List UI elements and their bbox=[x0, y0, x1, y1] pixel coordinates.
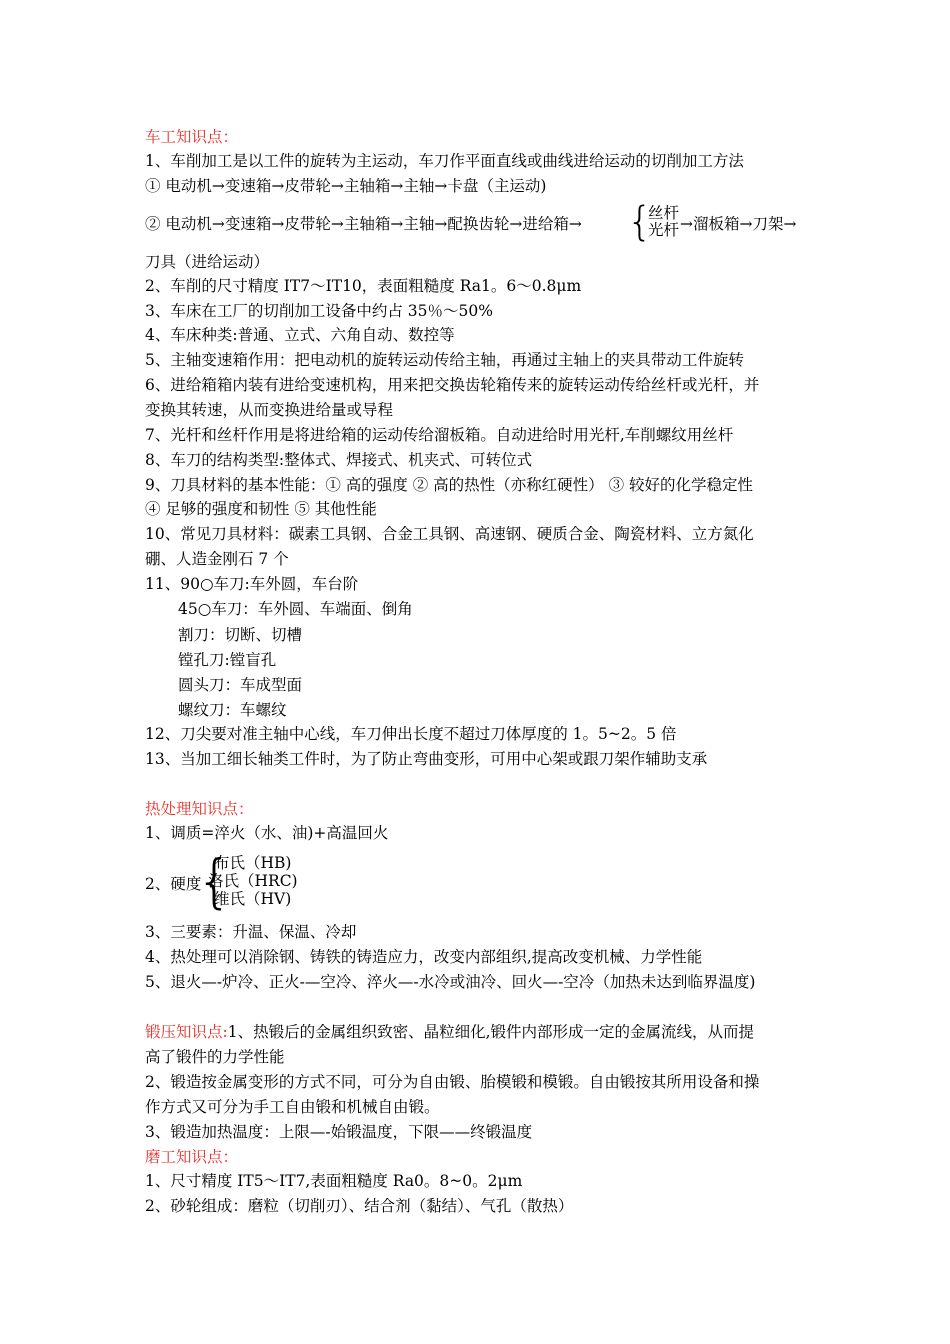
text-inline: 1、热锻后的金属组织致密、晶粒细化,锻件内部形成一定的金属流线，从而提 bbox=[227, 1023, 755, 1041]
text-line: 圆头刀：车成型面 bbox=[178, 676, 303, 694]
text-line: ④ 足够的强度和韧性 ⑤ 其他性能 bbox=[145, 500, 377, 518]
text-line: 1、尺寸精度 IT5～IT7,表面粗糙度 Ra0。8~0。2μm bbox=[145, 1172, 523, 1190]
text-line: 45○车刀：车外圆、车端面、倒角 bbox=[178, 600, 413, 618]
text-line: 4、车床种类:普通、立式、六角自动、数控等 bbox=[145, 326, 455, 344]
text-line: 割刀：切断、切槽 bbox=[178, 626, 303, 644]
section-heading-forging: 锻压知识点: bbox=[145, 1023, 228, 1041]
text-line: 8、车刀的结构类型:整体式、焊接式、机夹式、可转位式 bbox=[145, 451, 533, 469]
text-line: 刀具（进给运动） bbox=[145, 253, 270, 271]
text-line: 1、调质=淬火（水、油)+高温回火 bbox=[145, 824, 389, 842]
text-line: 13、当加工细长轴类工件时，为了防止弯曲变形，可用中心架或跟刀架作辅助支承 bbox=[145, 750, 708, 768]
text-line: 2、砂轮组成：磨粒（切削刃）、结合剂（黏结）、气孔（散热） bbox=[145, 1197, 574, 1215]
brace-option: 布氏（HB) bbox=[214, 854, 292, 872]
brace-option-bottom: 光杆 bbox=[648, 221, 680, 239]
feed-chain-end: →溜板箱→刀架→ bbox=[680, 215, 797, 233]
brace-option: 洛氏（HRC) bbox=[208, 872, 298, 890]
left-brace-icon: { bbox=[196, 847, 233, 915]
text-line: 4、热处理可以消除钢、铸铁的铸造应力，改变内部组织,提高改变机械、力学性能 bbox=[145, 948, 703, 966]
text-line bbox=[145, 213, 582, 235]
text-line: 螺纹刀：车螺纹 bbox=[178, 701, 287, 719]
text-line: ① 电动机→变速箱→皮带轮→主轴箱→主轴→卡盘（主运动) bbox=[145, 177, 547, 195]
section-heading-turning: 车工知识点： bbox=[145, 128, 239, 146]
brace-option: 维氏（HV) bbox=[214, 890, 292, 908]
text-line: 硼、人造金刚石 7 个 bbox=[145, 550, 289, 568]
text-line: 作方式又可分为手工自由锻和机械自由锻。 bbox=[145, 1098, 440, 1116]
brace-option-top: 丝杆 bbox=[648, 204, 680, 222]
text-line: 高了锻件的力学性能 bbox=[145, 1048, 285, 1066]
text-line: 2、硬度 bbox=[145, 875, 202, 893]
text-line bbox=[145, 1021, 754, 1043]
text-line: 2、车削的尺寸精度 IT7～IT10，表面粗糙度 Ra1。6～0.8μm bbox=[145, 277, 582, 295]
text-line: 7、光杆和丝杆作用是将进给箱的运动传给溜板箱。自动进给时用光杆,车削螺纹用丝杆 bbox=[145, 426, 734, 444]
section-heading-grinding: 磨工知识点： bbox=[145, 1148, 239, 1166]
text-line: 12、刀尖要对准主轴中心线，车刀伸出长度不超过刀体厚度的 1。5~2。5 倍 bbox=[145, 725, 677, 743]
text-line: 10、常见刀具材料：碳素工具钢、合金工具钢、高速钢、硬质合金、陶瓷材料、立方氮化 bbox=[145, 525, 754, 543]
text-line: 9、刀具材料的基本性能：① 高的强度 ② 高的热性（亦称红硬性） ③ 较好的化学稳定性 bbox=[145, 476, 753, 494]
section-heading-heat: 热处理知识点： bbox=[145, 800, 254, 818]
text-line: 3、车床在工厂的切削加工设备中约占 35％～50% bbox=[145, 302, 493, 320]
text-line: 5、主轴变速箱作用：把电动机的旋转运动传给主轴，再通过主轴上的夹具带动工件旋转 bbox=[145, 351, 744, 369]
text-line: 镗孔刀:镗盲孔 bbox=[178, 651, 277, 669]
text-line: 1、车削加工是以工件的旋转为主运动，车刀作平面直线或曲线进给运动的切削加工方法 bbox=[145, 152, 744, 170]
text-line: 变换其转速，从而变换进给量或导程 bbox=[145, 401, 394, 419]
text-line: 2、锻造按金属变形的方式不同，可分为自由锻、胎模锻和模锻。自由锻按其所用设备和操 bbox=[145, 1073, 760, 1091]
text-line: 6、进给箱箱内装有进给变速机构，用来把交换齿轮箱传来的旋转运动传给丝杆或光杆，并 bbox=[145, 376, 760, 394]
text-line: 5、退火—-炉冷、正火-—空冷、淬火—-水冷或油冷、回火—-空冷（加热未达到临界温度) bbox=[145, 973, 756, 991]
text-line: 3、锻造加热温度：上限—-始锻温度，下限——终锻温度 bbox=[145, 1123, 533, 1141]
text-line: 11、90○车刀:车外圆，车台阶 bbox=[145, 575, 359, 593]
left-brace-icon: { bbox=[627, 199, 653, 245]
feed-chain-start: ② 电动机→变速箱→皮带轮→主轴箱→主轴→配换齿轮→进给箱→ bbox=[145, 215, 582, 233]
text-line: 3、三要素：升温、保温、冷却 bbox=[145, 923, 357, 941]
